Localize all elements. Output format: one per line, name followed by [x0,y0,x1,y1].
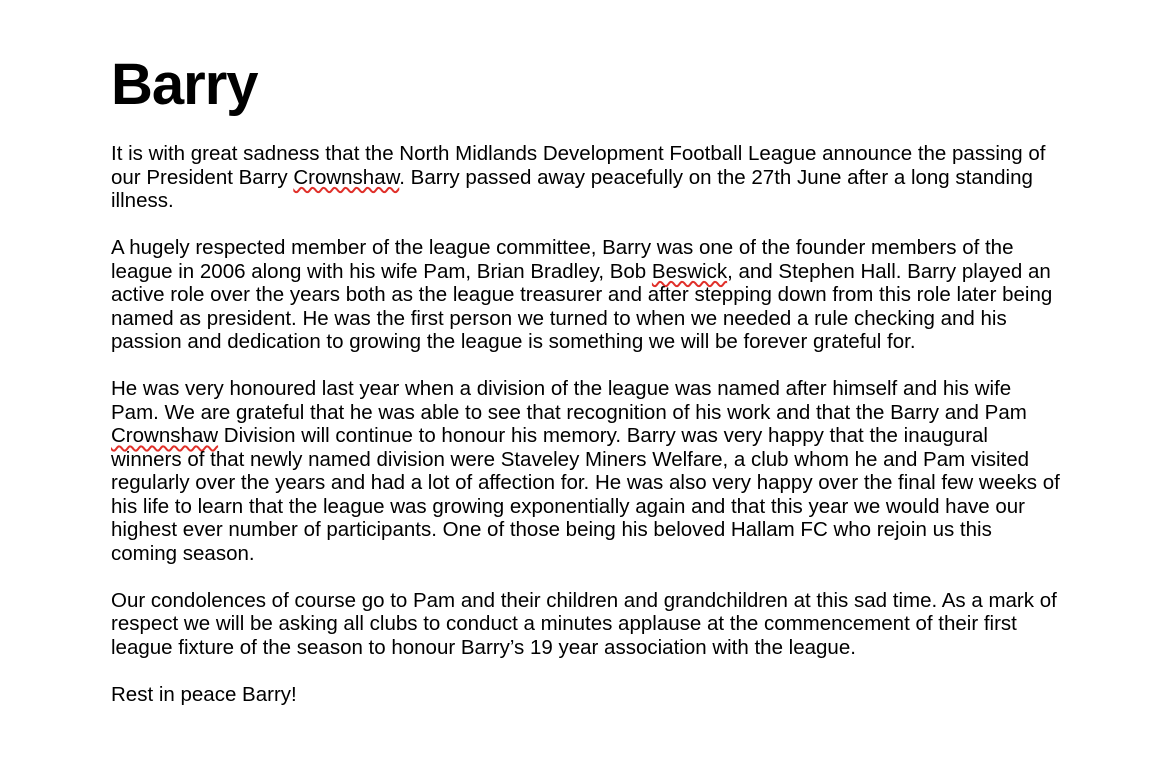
spellcheck-flagged-word[interactable]: Crownshaw [111,424,219,447]
spacer [111,565,1061,589]
paragraph-announcement [111,142,1061,213]
paragraph-founder [111,236,1061,354]
spacer [111,118,1061,142]
spacer [111,354,1061,378]
paragraph-text: Division will continue to honour his memory. Barry was very happy that the inaugural winners of that newly named division were Staveley Miners Welfare, a club whom he and Pam visited regularly over the years and had a lot of affection for. He was also very happy over the final few weeks of his life to learn that the league was growing exponentially again and that this year we would have our highest ever number of participants. One of those being his beloved Hallam FC who rejoin us this coming season. [111,424,1060,565]
paragraph-text: It is with great sadness that the North Midlands Development Football League announce the passing of our President Barry [111,142,1046,189]
paragraph-text: A hugely respected member of the league committee, Barry was one of the founder members of the league in 2006 along with his wife Pam, Brian Bradley, Bob [111,236,1014,283]
document-title: Barry [111,52,258,117]
document-page [111,52,1061,706]
spacer [111,659,1061,683]
spellcheck-flagged-word[interactable]: Crownshaw [293,165,400,189]
paragraph-text: He was very honoured last year when a division of the league was named after himself and his wife Pam. We are grateful that he was able to see that recognition of his work and that the Barry and Pam [111,377,1027,424]
spellcheck-flagged-word[interactable]: Beswick [651,259,728,283]
spacer [111,213,1061,237]
paragraph-text: , and Stephen Hall. Barry played an active role over the years both as the league treasurer and after stepping down from this role later being named as president. He was the first person we turned to when we needed a rule checking and his passion and dedication to growing the league is something we will be forever grateful for. [111,259,1053,353]
paragraph-closing: Rest in peace Barry! [111,682,297,706]
paragraph-text: . Barry passed away peacefully on the 27th June after a long standing illness. [111,165,1033,212]
paragraph-condolences: Our condolences of course go to Pam and their children and grandchildren at this sad time. As a mark of respect we will be asking all clubs to conduct a minutes applause at the commencement of their first league fixture of the season to honour Barry’s 19 year association with the league. [111,588,1057,659]
paragraph-division [111,377,1061,565]
